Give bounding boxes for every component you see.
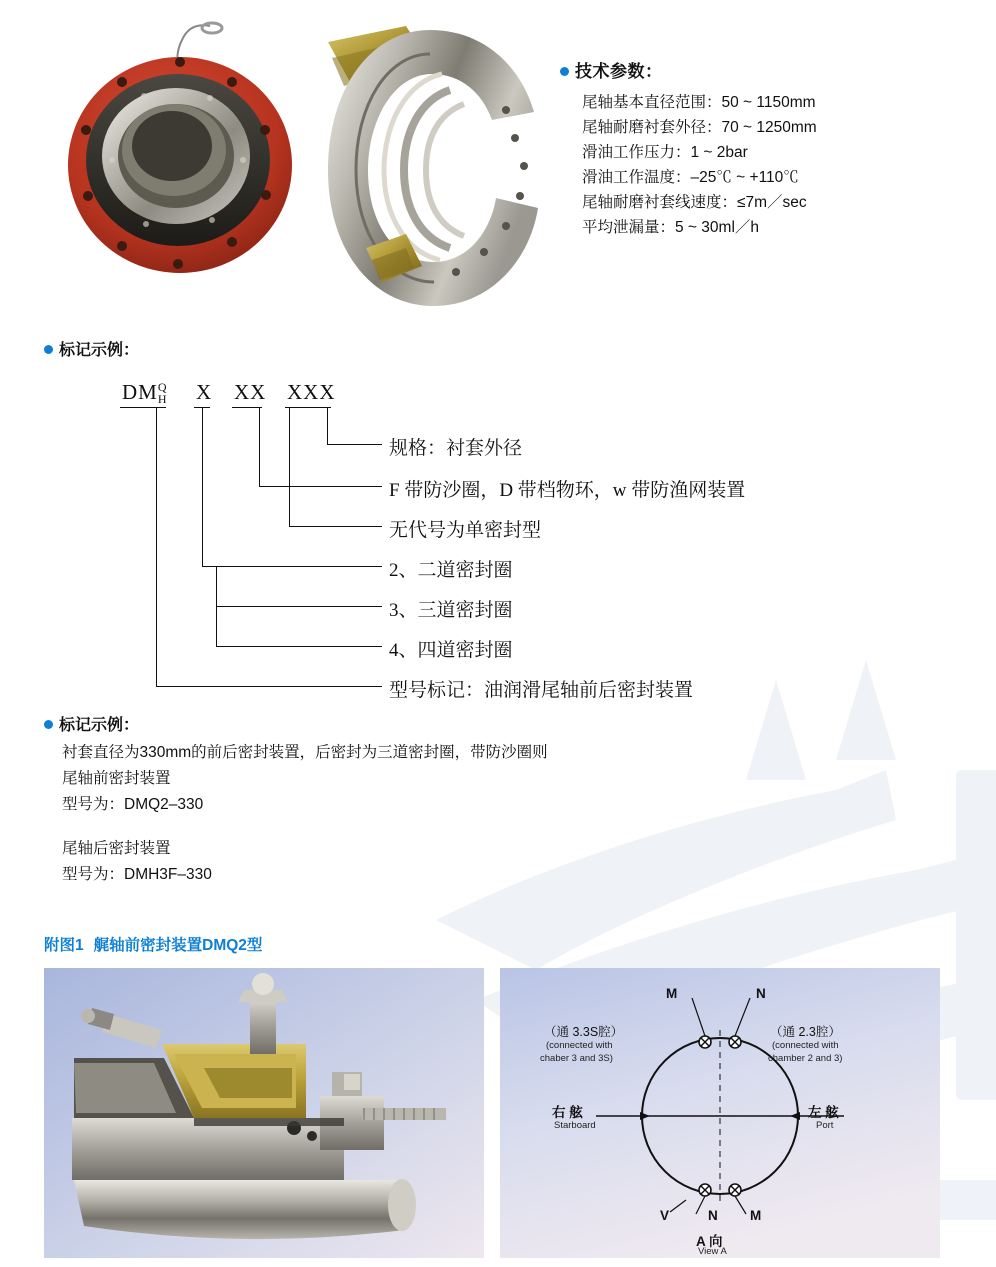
desc-6: 4、四道密封圈 [389,640,513,661]
code-underline-3 [285,407,331,408]
desc-7: 型号标记：油润滑尾轴前后密封装置 [389,680,694,701]
leader-h-6 [216,646,382,647]
figure-caption [44,933,262,955]
example-line-5: 型号为：DMH3F–330 [62,866,212,883]
mark-example-heading-2 [44,712,139,735]
example-line-4: 尾轴后密封装置 [62,840,171,857]
diagram-label-v-bottom: V [660,1208,670,1223]
code-prefix-text: DM [122,380,158,404]
figure-caption-number: 附图1 [44,937,84,954]
spec-item: 滑油工作压力：1 ~ 2bar [582,143,748,161]
spec-item: 尾轴耐磨衬套外径：70 ~ 1250mm [582,118,817,136]
product-photo-group [60,12,550,312]
spec-item: 平均泄漏量：5 ~ 30ml／h [582,218,760,236]
tech-spec-list [582,90,980,240]
code-subscript-stack [158,381,168,405]
mark-example-heading-1-text: 标记示例： [59,342,140,359]
example-line-3: 型号为：DMQ2–330 [62,796,204,813]
diagram-view-en: View A [698,1246,727,1257]
desc-4: 2、二道密封圈 [389,560,513,581]
mark-example-heading-2-text: 标记示例： [59,717,140,734]
spec-item: 尾轴基本直径范围：50 ~ 1150mm [582,93,816,111]
bullet-dot-icon [560,67,569,76]
model-code-diagram [44,365,944,705]
leader-h-4 [202,566,382,567]
leader-h-2 [259,486,382,487]
diagram-left-chamber-en-2: chaber 3 and 3S) [540,1053,613,1064]
diagram-port-cn: 左 舷 [808,1105,839,1120]
code-underline-prefix [120,407,166,408]
leader-h-5 [216,606,382,607]
bullet-dot-icon [44,720,53,729]
diagram-right-chamber-en-1: (connected with [772,1040,839,1051]
figure-port-arrangement-diagram [500,968,940,1258]
desc-2: F 带防沙圈，D 带档物环，w 带防渔网装置 [389,480,746,501]
diagram-view-cn: A 向 [696,1234,723,1249]
diagram-starboard-cn: 右 舷 [552,1105,583,1120]
leader-v-3 [289,407,290,527]
example-line-2: 尾轴前密封装置 [62,770,171,787]
tech-spec-heading-text: 技术参数： [575,62,663,81]
diagram-label-n-top: N [756,986,766,1001]
code-underline-2 [232,407,262,408]
leader-h-3 [289,526,382,527]
diagram-right-chamber-cn: （通 2.3腔） [770,1025,841,1039]
diagram-label-m-bottom: M [750,1208,762,1223]
code-field-1: X [196,380,213,404]
tech-spec-heading [560,60,980,84]
diagram-left-chamber-cn: （通 3.3S腔） [544,1025,624,1039]
example-spacer [62,818,762,836]
code-field-2: XX [234,380,267,404]
code-prefix [122,380,168,406]
bullet-dot-icon [44,345,53,354]
example-text-block [62,740,762,888]
diagram-starboard-en: Starboard [554,1120,596,1131]
figure-caption-text: 艉轴前密封装置DMQ2型 [93,937,263,954]
desc-5: 3、三道密封圈 [389,600,513,621]
desc-3: 无代号为单密封型 [389,520,542,541]
leader-v-2 [259,407,260,487]
leader-v-5 [216,567,217,607]
code-sub-top: Q [157,380,168,395]
leader-v-7 [156,407,157,687]
spec-item: 滑油工作温度：–25℃ ~ +110℃ [582,168,799,186]
spec-item: 尾轴耐磨衬套线速度：≤7m／sec [582,193,807,211]
product-photo-steel-seal [310,20,550,310]
desc-1: 规格：衬套外径 [389,438,523,459]
leader-v-4 [202,407,203,567]
tech-spec-block [560,60,980,240]
leader-h-1 [327,444,382,445]
mark-example-heading-1 [44,337,139,360]
diagram-right-chamber-en-2: chamber 2 and 3) [768,1053,843,1064]
diagram-port-en: Port [816,1120,834,1131]
example-line-1: 衬套直径为330mm的前后密封装置，后密封为三道密封圈，带防沙圈则 [62,744,548,761]
figure-photo-cross-section [44,968,484,1258]
product-photo-red-housing [60,20,300,282]
diagram-label-n-bottom: N [708,1208,718,1223]
leader-v-6 [216,607,217,647]
diagram-left-chamber-en-1: (connected with [546,1040,613,1051]
diagram-label-m-top: M [666,986,678,1001]
leader-h-7 [156,686,382,687]
code-sub-bottom: H [157,392,168,407]
code-field-3: XXX [287,380,336,404]
leader-v-1 [327,407,328,445]
